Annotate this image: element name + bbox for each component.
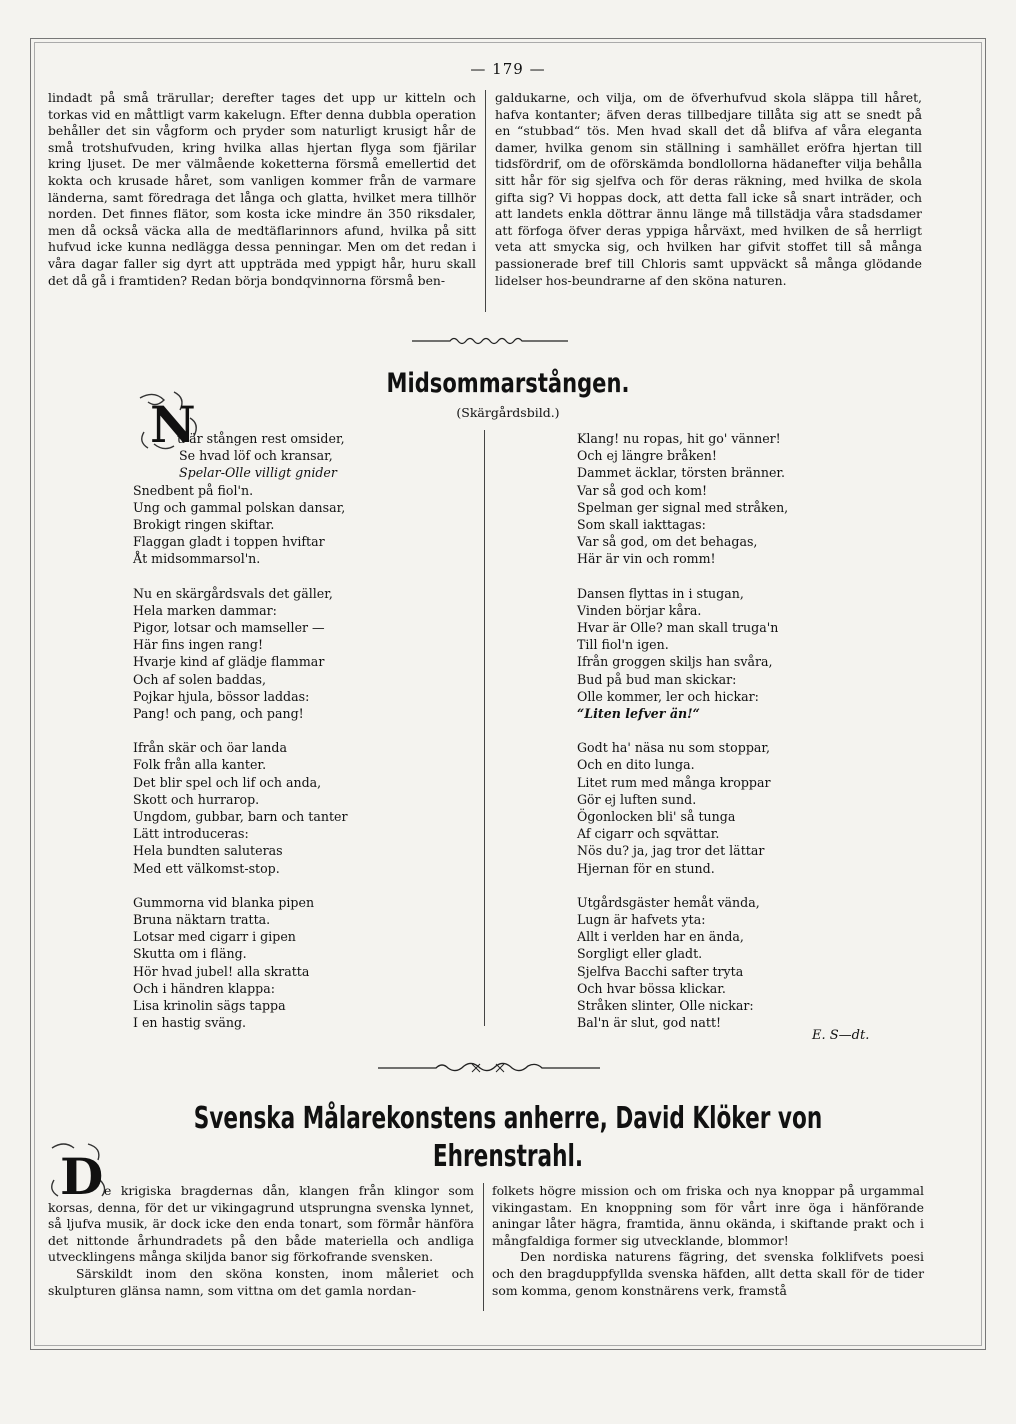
poem-line: “Liten lefver än!“ <box>577 706 700 722</box>
article-right-column <box>492 1183 924 1299</box>
poem-line: Pang! och pang, och pang! <box>133 706 304 722</box>
article-paragraph: folkets högre mission och om friska och nya knoppar på urgammal vikingastam. En knoppning som för vårt inre öga i hänförande aningar låter hägra, framtida, ännu okända, i skiftande prakt och i mångfaldiga former sig utvecklande, blommor! <box>492 1183 924 1248</box>
poem-line: Det blir spel och lif och anda, <box>133 774 322 790</box>
poem-line: Hjernan för en stund. <box>577 860 715 876</box>
poem-stanza <box>133 585 348 723</box>
top-article-left-column <box>48 90 476 289</box>
poem-line: Gör ej luften sund. <box>577 791 697 807</box>
poem-line: Ung och gammal polskan dansar, <box>133 499 346 515</box>
poem-line: Hör hvad jubel! alla skratta <box>133 963 310 979</box>
poem-line: Godt ha' näsa nu som stoppar, <box>577 740 771 756</box>
top-article-right-text: galdukarne, och vilja, om de öfverhufvud skola släppa till håret, hafva kontanter; äfven deras tillbedjare tillåta sig att se snedt på en “stubbad“ tös. Men hvad skall det då blifva af våra eleganta damer, hvilka genom sin ställning i samhället eröfra hjertan till tidsfördrif, om de oförskämda bondlollorna hädanefter vilja behålla sitt hår för sig sjelfva och för deras räkning, med hvilka de skola gifta sig? Vi hoppas dock, att detta fall icke så snart inträder, och att landets enkla döttrar ännu länge må tillstädja våra stadsdamer att förfoga öfver deras yppiga hårväxt, med hvilken de så herrligt veta att smycka sig, och hvilken har gifvit stoffet till så många passionerade bref till Chloris samt uppväckt så många glödande lidelser hos-beundrarne af den sköna naturen. <box>495 90 922 288</box>
poem-left-column <box>133 430 348 1049</box>
poem-line: Till fiol'n igen. <box>577 637 669 653</box>
poem-line: Och en dito lunga. <box>577 757 695 773</box>
poem-line: Bruna näktarn tratta. <box>133 912 271 928</box>
poem-line: Skott och hurrarop. <box>133 791 260 807</box>
poem-line: Lotsar med cigarr i gipen <box>133 929 296 945</box>
poem-line: Dammet äcklar, törsten bränner. <box>577 465 786 481</box>
poem-line: Ögonlocken bli' så tunga <box>577 809 736 825</box>
poem-line: I en hastig sväng. <box>133 1015 247 1031</box>
poem-line: Pigor, lotsar och mamseller — <box>133 620 325 636</box>
poem-line: Lätt introduceras: <box>133 826 249 842</box>
poem-line: Flaggan gladt i toppen hviftar <box>133 534 325 550</box>
poem-line: Allt i verlden har en ända, <box>577 929 744 945</box>
poem-stanza <box>577 585 788 723</box>
poem-line: Och hvar bössa klickar. <box>577 980 726 996</box>
poem-line: u är stången rest omsider, <box>177 431 345 446</box>
wavy-separator <box>410 334 570 348</box>
poem-line: Lisa krinolin sägs tappa <box>133 998 286 1014</box>
article-left-column <box>48 1183 474 1299</box>
poem-line: Ungdom, gubbar, barn och tanter <box>133 809 348 825</box>
poem-line: Spelman ger signal med stråken, <box>577 499 789 515</box>
article-column-divider <box>483 1183 484 1311</box>
column-divider-top <box>485 90 486 312</box>
poem-line: Af cigarr och sqvättar. <box>577 826 720 842</box>
poem-line: Sjelfva Bacchi safter tryta <box>577 963 744 979</box>
poem-stanza <box>133 894 348 1032</box>
poem-line: Med ett välkomst-stop. <box>133 860 280 876</box>
poem-title: Midsommarstången. <box>386 368 630 399</box>
poem-line: Här är vin och romm! <box>577 551 716 567</box>
poem-line: Nös du? ja, jag tror det lättar <box>577 843 765 859</box>
poem-line: Se hvad löf och kransar, <box>179 448 333 464</box>
poem-column-divider <box>484 430 485 1026</box>
poem-line: Spelar-Olle villigt gnider <box>179 465 337 481</box>
poem-line: Klang! nu ropas, hit go' vänner! <box>577 431 781 446</box>
article-drop-cap: D <box>60 1147 104 1202</box>
poem-line: Olle kommer, ler och hickar: <box>577 688 759 704</box>
poem-line: Åt midsommarsol'n. <box>133 551 261 567</box>
poem-line: Hela bundten saluteras <box>133 843 283 859</box>
poem-line: Var så god och kom! <box>577 482 708 498</box>
article-title-line: Ehrenstrahl. <box>432 1139 584 1174</box>
top-article-left-text: lindadt på små trärullar; derefter tages det upp ur kitteln och torkas vid en måttligt varm kakelugn. Efter denna dubbla operation behåller det sin vågform och pryder som naturligt krusigt hår de små trotshufvuden, kring hvilka allas hjertan flyga som fjärilar kring ljuset. De mer välmående koketterna försmå emellertid det kokta och krusade håret, som vanligen kommer från de varmare länderna, samt föredraga det långa och glatta, hvilket mera tillhör norden. Det finnes flätor, som kosta icke mindre än 350 riksdaler, men då också väcka alla de medtäflarinnors afund, hvilka på sitt hufvud icke kunna nedlägga dessa penningar. Men om det redan i våra dagar faller sig dyrt att uppträda med yppigt hår, huru skall det då gå i framtiden? Redan börja bondqvinnorna försmå ben- <box>48 90 476 288</box>
poem-line: Hela marken dammar: <box>133 602 277 618</box>
poem-line: Litet rum med många kroppar <box>577 774 771 790</box>
poem-stanza <box>577 894 788 1032</box>
article-paragraph: Särskildt inom den sköna konsten, inom måleriet och skulpturen glänsa namn, som vittna om det gamla nordan- <box>48 1265 474 1298</box>
top-article-right-column <box>495 90 922 289</box>
ornamental-separator <box>376 1058 602 1076</box>
poem-line: Pojkar hjula, bössor laddas: <box>133 688 310 704</box>
poem-line: Utgårdsgäster hemåt vända, <box>577 894 760 910</box>
poem-stanza <box>133 430 348 568</box>
poem-line: Vinden börjar kåra. <box>577 602 702 618</box>
poem-signature: E. S—dt. <box>812 1028 870 1043</box>
poem-line: Och ej längre bråken! <box>577 448 717 464</box>
poem-line: Stråken slinter, Olle nickar: <box>577 998 754 1014</box>
poem-line: Här fins ingen rang! <box>133 637 264 653</box>
poem-line: Ifrån skär och öar landa <box>133 740 287 756</box>
poem-subtitle: (Skärgårdsbild.) <box>456 405 560 420</box>
poem-line: Var så god, om det behagas, <box>577 534 758 550</box>
poem-line: Sorgligt eller gladt. <box>577 946 703 962</box>
article-title-line: Svenska Målarekonstens anherre, David Klöker von <box>193 1101 823 1136</box>
article-title <box>142 1100 874 1176</box>
poem-line: Ifrån groggen skiljs han svåra, <box>577 654 773 670</box>
poem-line: Nu en skärgårdsvals det gäller, <box>133 585 333 601</box>
poem-line: Hvarje kind af glädje flammar <box>133 654 325 670</box>
poem-stanza <box>133 739 348 877</box>
poem-stanza <box>577 430 788 568</box>
poem-line: Hvar är Olle? man skall truga'n <box>577 620 779 636</box>
poem-line: Folk från alla kanter. <box>133 757 267 773</box>
poem-stanza <box>577 739 788 877</box>
poem-line: Och i händren klappa: <box>133 980 275 996</box>
poem-line: Som skall iakttagas: <box>577 517 706 533</box>
poem-right-column <box>577 430 788 1049</box>
poem-line: Gummorna vid blanka pipen <box>133 894 315 910</box>
poem-line: Och af solen baddas, <box>133 671 266 687</box>
poem-line: Snedbent på fiol'n. <box>133 482 254 498</box>
poem-line: Bud på bud man skickar: <box>577 671 737 687</box>
poem-line: Skutta om i fläng. <box>133 946 247 962</box>
page-number: — 179 — <box>470 60 546 78</box>
article-paragraph: Den nordiska naturens fägring, det svenska folklifvets poesi och den bragduppfyllda svenska häfden, allt detta skall för de tider som komma, genom konstnärens verk, framstå <box>492 1249 924 1298</box>
poem-line: Lugn är hafvets yta: <box>577 912 706 928</box>
poem-line: Dansen flyttas in i stugan, <box>577 585 744 601</box>
poem-line: Brokigt ringen skiftar. <box>133 517 275 533</box>
article-paragraph <box>48 1183 474 1266</box>
poem-drop-cap: N <box>150 395 196 454</box>
article-text: e krigiska bragdernas dån, klangen från klingor som korsas, denna, för det ur vikingagrund utsprungna svenska lynnet, så ljufva musik, är dock icke den enda tonart, som förmår hänföra det nittonde århundradets på den både materiella och andliga utvecklingens många skiljda banor sig förkofrande svensken. <box>48 1183 474 1265</box>
poem-line: Bal'n är slut, god natt! <box>577 1015 722 1031</box>
